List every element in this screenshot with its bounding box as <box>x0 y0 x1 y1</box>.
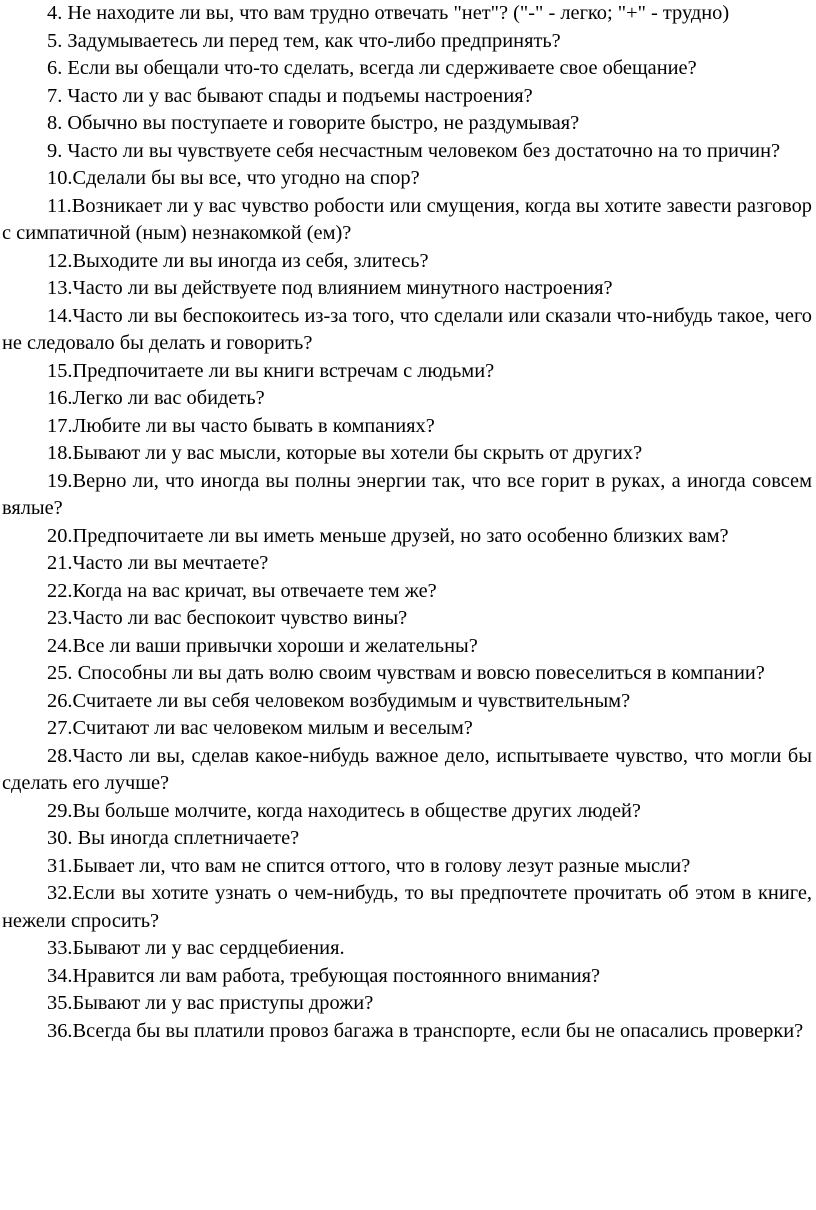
question-6: 6. Если вы обещали что-то сделать, всегда ли сдерживаете свое обещание? <box>47 57 697 79</box>
question-34: 34.Нравится ли вам работа, требующая постоянного внимания? <box>47 964 601 987</box>
question-29: 29.Вы больше молчите, когда находитесь в обществе других людей? <box>47 799 641 822</box>
question-13: 13.Часто ли вы действуете под влиянием минутного настроения? <box>47 277 613 299</box>
question-23: 23.Часто ли вас беспокоит чувство вины? <box>47 607 408 629</box>
question-31: 31.Бывает ли, что вам не спится оттого, что в голову лезут разные мысли? <box>47 854 691 877</box>
question-19: 19.Верно ли, что иногда вы полны энергии так, что все горит в руках, а иногда совсем вялые? <box>2 469 812 519</box>
question-27: 27.Считают ли вас человеком милым и веселым? <box>47 717 473 739</box>
question-17: 17.Любите ли вы часто бывать в компаниях? <box>47 414 435 437</box>
question-25: 25. Способны ли вы дать волю своим чувствам и вовсю повеселиться в компании? <box>47 662 765 684</box>
question-30: 30. Вы иногда сплетничаете? <box>47 827 300 849</box>
question-7: 7. Часто ли у вас бывают спады и подъемы настроения? <box>47 84 533 107</box>
question-33: 33.Бывают ли у вас сердцебиения. <box>47 937 345 959</box>
question-21: 21.Часто ли вы мечтаете? <box>47 552 269 574</box>
question-20: 20.Предпочитаете ли вы иметь меньше друзей, но зато особенно близких вам? <box>47 524 729 547</box>
question-4: 4. Не находите ли вы, что вам трудно отвечать "нет"? ("-" - легко; "+" - трудно) <box>47 2 730 24</box>
question-16: 16.Легко ли вас обидеть? <box>47 387 265 409</box>
question-35: 35.Бывают ли у вас приступы дрожи? <box>47 992 374 1014</box>
question-36: 36.Всегда бы вы платили провоз багажа в транспорте, если бы не опасались проверки? <box>47 1019 804 1042</box>
question-28: 28.Часто ли вы, сделав какое-нибудь важное дело, испытываете чувство, что могли бы сделать его лучше? <box>2 744 812 794</box>
question-5: 5. Задумываетесь ли перед тем, как что-либо предпринять? <box>47 29 561 52</box>
question-10: 10.Сделали бы вы все, что угодно на спор? <box>47 167 420 189</box>
question-9: 9. Часто ли вы чувствуете себя несчастным человеком без достаточно на то причин? <box>47 139 781 162</box>
question-14: 14.Часто ли вы беспокоитесь из-за того, что сделали или сказали что-нибудь такое, чего не следовало бы делать и говорить? <box>2 304 812 354</box>
question-12: 12.Выходите ли вы иногда из себя, злитесь? <box>47 249 429 272</box>
question-11: 11.Возникает ли у вас чувство робости или смущения, когда вы хотите завести разговор с симпатичной (ным) незнакомкой (ем)? <box>2 194 812 244</box>
question-18: 18.Бывают ли у вас мысли, которые вы хотели бы скрыть от других? <box>47 442 643 464</box>
question-22: 22.Когда на вас кричат, вы отвечаете тем же? <box>47 579 437 602</box>
question-32: 32.Если вы хотите узнать о чем-нибудь, то вы предпочтете прочитать об этом в книге, нежели спросить? <box>2 882 812 932</box>
question-15: 15.Предпочитаете ли вы книги встречам с людьми? <box>47 359 495 382</box>
question-24: 24.Все ли ваши привычки хороши и желательны? <box>47 634 478 657</box>
question-8: 8. Обычно вы поступаете и говорите быстро, не раздумывая? <box>47 112 580 134</box>
question-26: 26.Считаете ли вы себя человеком возбудимым и чувствительным? <box>47 689 631 712</box>
